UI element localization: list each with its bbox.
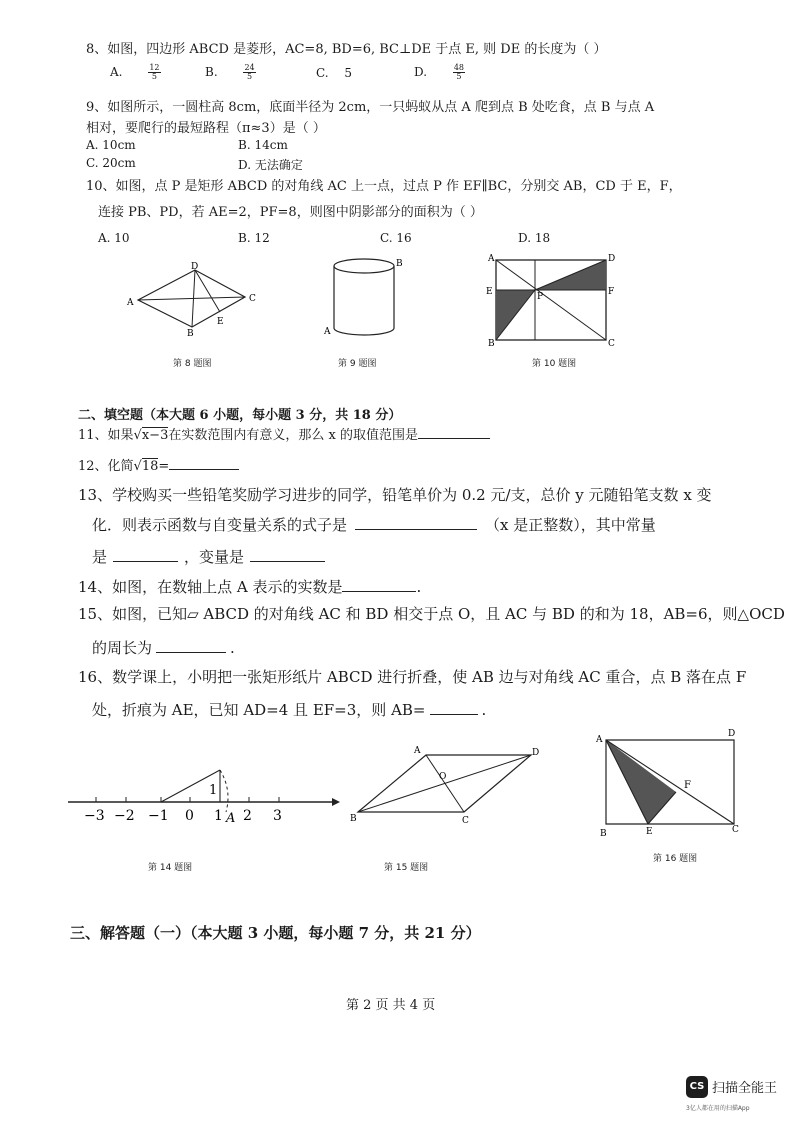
q11-answer-blank [418,426,490,439]
q8-option-a: A. $\frac{12}{5}$ [110,63,160,81]
figure-10-rectangle [486,254,616,350]
fig14-point-a: A [226,811,236,826]
q13-variable-blank [250,549,325,562]
fig10-label-b: B [488,339,495,349]
q9-option-a: A. 10cm [86,138,136,152]
caption-figure-8: 第 8 题图 [173,359,212,369]
question-8-text: 8、如图，四边形 ABCD 是菱形，AC=8, BD=6, BC⊥DE 于点 E, 则 DE 的长度为（ ） [86,42,607,57]
question-16-line1: 16、数学课上，小明把一张矩形纸片 ABCD 进行折叠，使 AB 边与对角线 AC 重合，点 B 落在点 F [78,668,747,686]
fig9-label-b: B [396,259,403,269]
caption-figure-9: 第 9 题图 [338,359,377,369]
tick-label-2: 2 [243,808,252,824]
question-10-line1: 10、如图，点 P 是矩形 ABCD 的对角线 AC 上一点，过点 P 作 EF∥BC，分别交 AB，CD 于 E，F， [86,179,682,194]
fig16-label-b: B [600,829,607,839]
figure-14-number-line [66,760,341,830]
q10-option-b: B. 12 [238,231,270,245]
fig10-label-a: A [488,254,495,264]
fig8-label-c: C [249,294,256,304]
caption-figure-15: 第 15 题图 [384,863,429,873]
watermark-tagline: 3亿人都在用的扫描App [686,1105,750,1112]
q10-option-c: C. 16 [380,231,412,245]
fig16-label-c: C [732,825,739,835]
fig16-label-f: F [684,780,691,791]
tick-label-neg1: −1 [148,808,169,824]
figure-16-folded-rectangle [594,728,749,839]
tick-label-neg3: −3 [84,808,105,824]
caption-figure-10: 第 10 题图 [532,359,577,369]
question-13-line3: 是 ，变量是 [92,546,325,567]
fig8-label-b: B [187,329,194,339]
q10-option-d: D. 18 [518,231,551,245]
fig8-label-a: A [127,298,134,308]
q13-constant-blank [113,549,178,562]
fig10-label-c: C [608,339,615,349]
figure-15-parallelogram [346,745,546,825]
q9-option-d: D. 无法确定 [238,158,303,172]
section-3-heading: 三、解答题（一）（本大题 3 小题，每小题 7 分，共 21 分） [70,924,481,942]
fig16-label-a: A [596,735,603,745]
fig15-label-o: O [439,772,447,782]
question-14: 14、如图，在数轴上点 A 表示的实数是 . [78,578,422,596]
question-12: 12、化简√18= [78,455,239,474]
fig8-label-d: D [191,262,199,272]
q10-option-a: A. 10 [98,231,130,245]
question-11: 11、如果√x−3在实数范围内有意义，那么 x 的取值范围是 [78,424,490,443]
fig15-label-c: C [462,816,469,826]
q12-answer-blank [169,457,239,470]
fig9-label-a: A [324,327,331,337]
fig15-label-d: D [532,748,540,758]
q8-option-c: C. 5 [316,66,353,80]
question-9-line2: 相对，要爬行的最短路程（π≈3）是（ ） [86,121,326,136]
fig14-unit-label: 1 [209,783,218,798]
fig16-label-d: D [728,729,736,739]
section-2-heading: 二、填空题（本大题 6 小题，每小题 3 分，共 18 分） [78,408,402,423]
tick-label-3: 3 [273,808,282,824]
fig15-label-a: A [414,746,421,756]
question-15-line2: 的周长为 . [92,639,235,657]
fig15-label-b: B [350,814,357,824]
caption-figure-16: 第 16 题图 [653,854,698,864]
tick-label-1: 1 [214,808,223,824]
watermark-app-name: 扫描全能王 [712,1081,778,1096]
caption-figure-14: 第 14 题图 [148,863,193,873]
fig8-label-e: E [217,317,224,327]
page-footer: 第 2 页 共 4 页 [346,998,436,1013]
fig10-label-f: F [608,287,615,297]
q8-option-b: B. $\frac{24}{5}$ [205,63,255,81]
figure-9-cylinder [320,254,410,344]
question-16-line2: 处，折痕为 AE，已知 AD=4 且 EF=3，则 AB= . [92,701,487,719]
q9-option-b: B. 14cm [238,138,288,152]
question-9-line1: 9、如图所示，一圆柱高 8cm，底面半径为 2cm，一只蚂蚁从点 A 爬到点 B 处吃食，点 B 与点 A [86,100,655,115]
figure-8-rhombus [125,262,270,337]
tick-label-neg2: −2 [114,808,135,824]
q9-option-c: C. 20cm [86,156,136,170]
question-13-line1: 13、学校购买一些铅笔奖励学习进步的同学，铅笔单价为 0.2 元/支，总价 y 元随铅笔支数 x 变 [78,486,712,504]
fig10-label-e: E [486,287,493,297]
q8-option-d: D. $\frac{48}{5}$ [414,63,465,81]
fig10-label-d: D [608,254,616,264]
scanner-logo-icon: CS [686,1076,708,1098]
fig10-label-p: P [537,292,544,302]
q13-formula-blank [355,517,477,530]
question-13-line2: 化．则表示函数与自变量关系的式子是 （x 是正整数），其中常量 [92,516,656,534]
tick-label-0: 0 [185,808,194,824]
question-10-line2: 连接 PB、PD，若 AE=2，PF=8，则图中阴影部分的面积为（ ） [98,205,483,220]
question-15-line1: 15、如图，已知▱ ABCD 的对角线 AC 和 BD 相交于点 O，且 AC 与 BD 的和为 18，AB=6，则△OCD [78,605,785,623]
fig16-label-e: E [646,827,653,837]
